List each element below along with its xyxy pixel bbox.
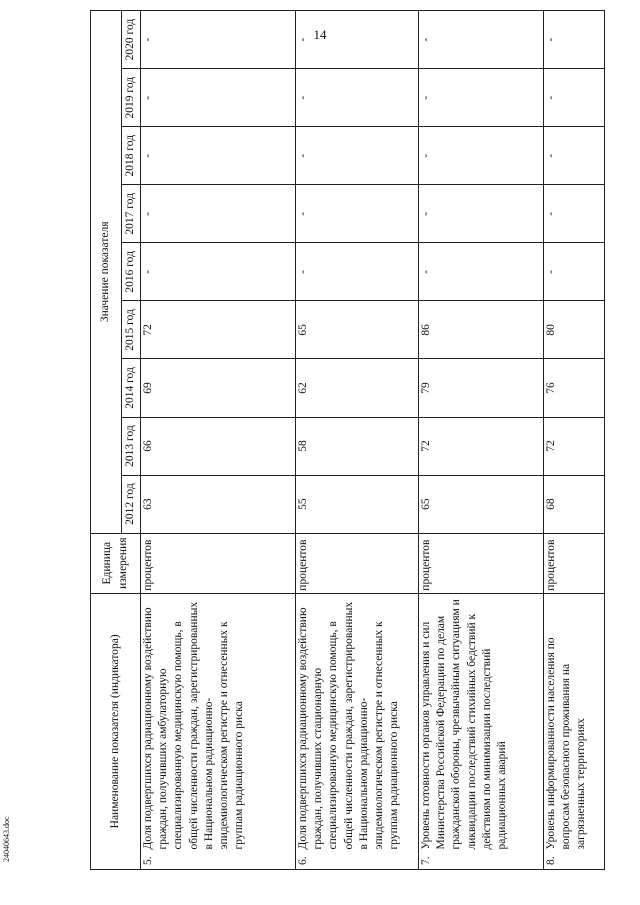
row-number: 5. xyxy=(141,851,296,869)
value-cell: 65 xyxy=(419,475,544,533)
value-cell: - xyxy=(544,11,605,69)
unit-cell: процентов xyxy=(419,533,544,593)
table-row xyxy=(296,11,419,870)
header-year: 2018 год xyxy=(122,127,141,185)
value-cell: - xyxy=(296,127,419,185)
header-year: 2020 год xyxy=(122,11,141,69)
value-cell: 66 xyxy=(141,417,296,475)
indicator-name: Доля подвергшихся радиационному воздействию граждан, получивших амбулаторную специализированную медицинскую помощь, в общей численности граждан, зарегистрированных в Национальном радиационно-эпидемиологическом регистре и отнесенных к группам радиационного риска xyxy=(141,593,296,851)
header-year: 2014 год xyxy=(122,359,141,417)
value-cell: - xyxy=(419,185,544,243)
value-cell: 86 xyxy=(419,301,544,359)
indicator-name: Уровень информированности населения по вопросам безопасного проживания на загрязненных территориях xyxy=(544,593,605,851)
table-row xyxy=(419,11,544,870)
value-cell: - xyxy=(296,11,419,69)
value-cell: - xyxy=(419,69,544,127)
value-cell: - xyxy=(296,243,419,301)
header-year: 2019 год xyxy=(122,69,141,127)
unit-cell: процентов xyxy=(141,533,296,593)
indicator-name: Уровень готовности органов управления и сил Министерства Российской Федерации по делам гражданской обороны, чрезвычайным ситуациям и ликвидации последствий стихийных бедствий к действиям по минимизации последствий радиационных аварий xyxy=(419,593,544,851)
row-number: 7. xyxy=(419,851,544,869)
value-cell: - xyxy=(296,69,419,127)
value-cell: - xyxy=(141,69,296,127)
unit-cell: процентов xyxy=(544,533,605,593)
value-cell: - xyxy=(419,127,544,185)
value-cell: - xyxy=(141,243,296,301)
page-number: 14 xyxy=(313,27,327,42)
value-cell: 63 xyxy=(141,475,296,533)
table-row xyxy=(544,11,605,870)
value-cell: 69 xyxy=(141,359,296,417)
header-year: 2016 год xyxy=(122,243,141,301)
value-cell: 72 xyxy=(141,301,296,359)
value-cell: 80 xyxy=(544,301,605,359)
value-cell: 72 xyxy=(544,417,605,475)
header-unit: Единица измерения xyxy=(91,533,141,593)
table-row xyxy=(141,11,296,870)
value-cell: - xyxy=(296,185,419,243)
value-cell: - xyxy=(141,127,296,185)
header-year: 2013 год xyxy=(122,417,141,475)
value-cell: 65 xyxy=(296,301,419,359)
value-cell: 68 xyxy=(544,475,605,533)
value-cell: - xyxy=(544,69,605,127)
value-cell: 79 xyxy=(419,359,544,417)
indicator-name: Доля подвергшихся радиационному воздействию граждан, получивших стационарную специализированную медицинскую помощь, в общей численности граждан, зарегистрированных в Национальном радиационно-эпидемиологическом регистре и отнесенных к группам радиационного риска xyxy=(296,593,419,851)
indicator-table-container xyxy=(90,10,600,870)
value-cell: - xyxy=(419,11,544,69)
row-number: 6. xyxy=(296,851,419,869)
value-cell: 55 xyxy=(296,475,419,533)
value-cell: 58 xyxy=(296,417,419,475)
header-indicator-name: Наименование показателя (индикатора) xyxy=(91,593,141,869)
unit-cell: процентов xyxy=(296,533,419,593)
indicator-table xyxy=(90,10,605,870)
file-name-footer: 24040643.doc xyxy=(2,816,11,862)
header-year: 2012 год xyxy=(122,475,141,533)
value-cell: 72 xyxy=(419,417,544,475)
value-cell: - xyxy=(419,243,544,301)
value-cell: - xyxy=(544,185,605,243)
value-cell: 62 xyxy=(296,359,419,417)
value-cell: - xyxy=(141,11,296,69)
header-year: 2017 год xyxy=(122,185,141,243)
value-cell: - xyxy=(544,127,605,185)
row-number: 8. xyxy=(544,851,605,869)
value-cell: 76 xyxy=(544,359,605,417)
value-cell: - xyxy=(544,243,605,301)
value-cell: - xyxy=(141,185,296,243)
header-year: 2015 год xyxy=(122,301,141,359)
header-values-group: Значение показателя xyxy=(91,11,122,534)
